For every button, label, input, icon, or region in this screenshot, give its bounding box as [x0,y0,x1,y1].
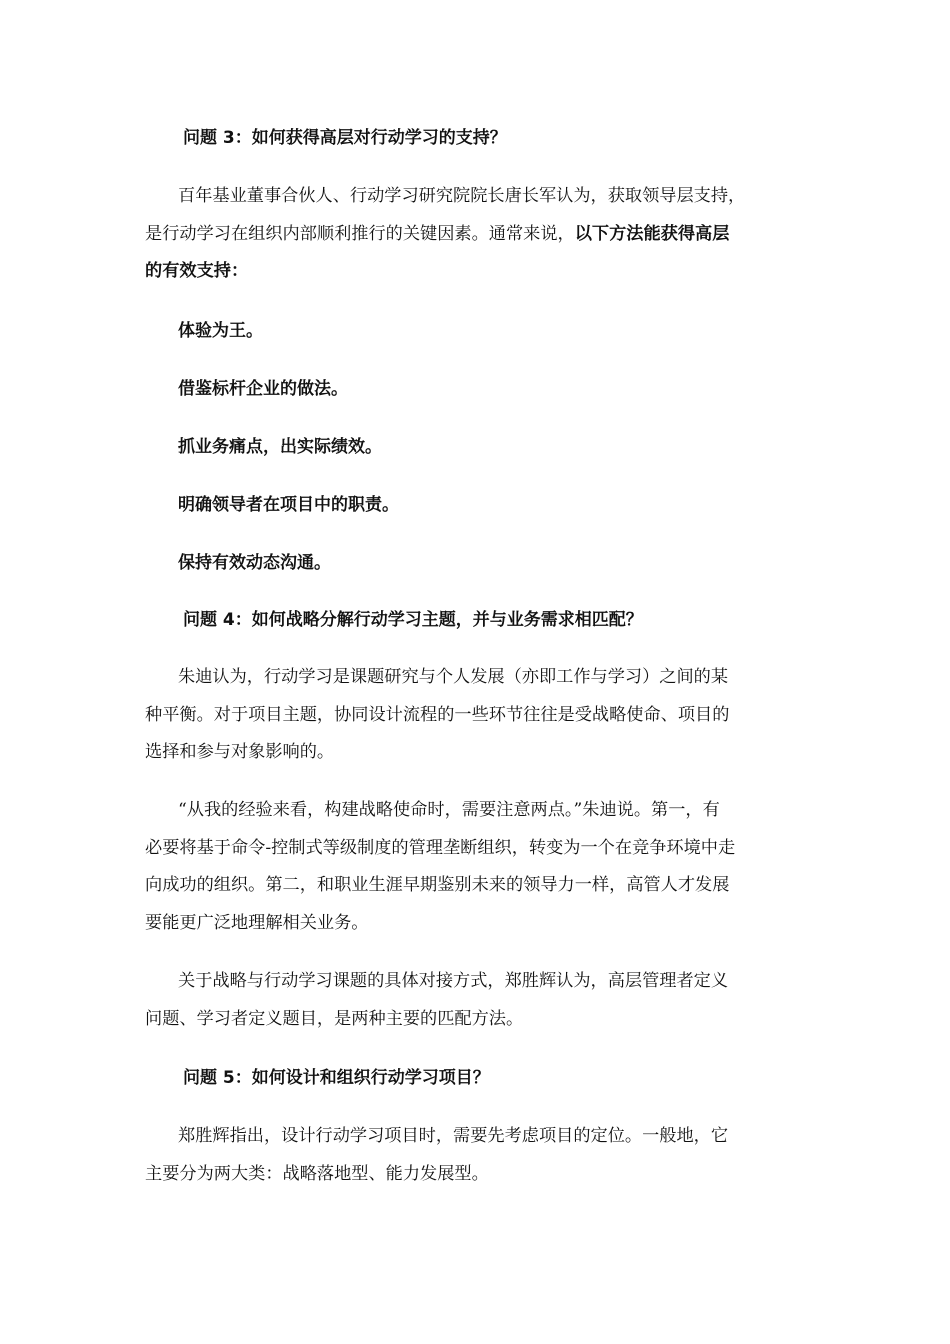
paragraph-line: 种平衡。对于项目主题，协同设计流程的一些环节往往是受战略使命、项目的 [145,704,730,725]
method-item-1: 体验为王。 [178,321,263,341]
paragraph-line: 朱迪认为，行动学习是课题研究与个人发展（亦即工作与学习）之间的某 [178,667,729,687]
paragraph-line [145,216,805,254]
question-5-paragraph-1 [145,1118,805,1193]
paragraph-line: 必要将基于命令-控制式等级制度的管理垄断组织，转变为一个在竞争环境中走 [145,837,736,858]
question-5-heading: 问题 5：如何设计和组织行动学习项目？ [183,1068,490,1088]
method-item-4: 明确领导者在项目中的职责。 [178,495,399,515]
paragraph-line: 要能更广泛地理解相关业务。 [145,912,369,933]
paragraph-line: 选择和参与对象影响的。 [145,742,335,762]
paragraph-line: 百年基业董事合伙人、行动学习研究院院长唐长军认为，获取领导层支持， [178,186,746,206]
paragraph-line: 问题、学习者定义题目，是两种主要的匹配方法。 [145,1008,524,1029]
question-4-paragraph-3 [145,963,805,1038]
question-4-paragraph-1 [145,659,805,772]
question-3-intro-paragraph [145,178,805,291]
paragraph-line: “从我的经验来看，构建战略使命时，需要注意两点。”朱迪说。第一，有 [178,800,720,820]
question-4-heading: 问题 4：如何战略分解行动学习主题，并与业务需求相匹配？ [183,610,643,630]
paragraph-bold-line: 的有效支持： [145,261,249,281]
paragraph-line: 向成功的组织。第二，和职业生涯早期鉴别未来的领导力一样，高管人才发展 [145,875,730,895]
paragraph-line: 主要分为两大类：战略落地型、能力发展型。 [145,1163,489,1184]
method-item-5: 保持有效动态沟通。 [178,553,331,573]
paragraph-line: 郑胜辉指出，设计行动学习项目时，需要先考虑项目的定位。一般地，它 [178,1126,729,1146]
method-item-2: 借鉴标杆企业的做法。 [178,379,348,399]
question-3-heading: 问题 3：如何获得高层对行动学习的支持？ [183,128,507,148]
paragraph-bold-text: 以下方法能获得高层 [574,223,730,244]
paragraph-text: 是行动学习在组织内部顺利推行的关键因素。通常来说， [145,223,575,244]
method-item-3: 抓业务痛点，出实际绩效。 [178,437,382,457]
paragraph-line: 关于战略与行动学习课题的具体对接方式，郑胜辉认为，高层管理者定义 [178,971,729,991]
question-4-paragraph-2 [145,792,805,942]
